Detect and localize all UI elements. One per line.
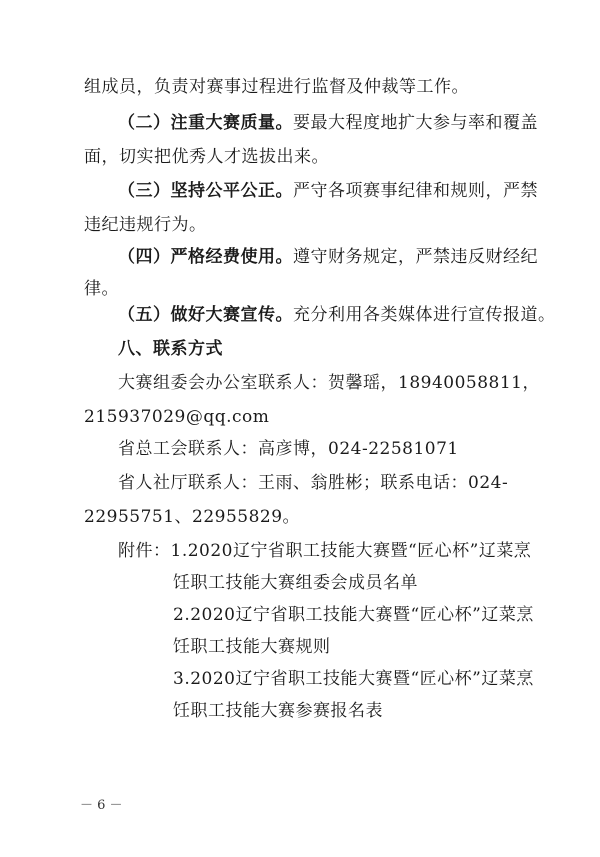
- contact-line: 省人社厅联系人：王雨、翁胜彬；联系电话：024-: [118, 473, 509, 493]
- attachment-item-cont: 饪职工技能大赛规则: [173, 637, 331, 657]
- paragraph-text: 遵守财务规定，严禁违反财经纪: [293, 247, 538, 267]
- contact-line: 22955751、22955829。: [84, 507, 301, 527]
- contact-line: 省总工会联系人：高彦博，024-22581071: [118, 439, 459, 459]
- attachment-item: 附件：1.2020辽宁省职工技能大赛暨“匠心杯”辽菜烹: [118, 541, 532, 561]
- paragraph-heading: （四）严格经费使用。: [118, 247, 293, 267]
- paragraph-text: 要最大程度地扩大参与率和覆盖: [293, 113, 538, 133]
- paragraph-text: 严守各项赛事纪律和规则，严禁: [293, 181, 538, 201]
- paragraph-heading: （五）做好大赛宣传。: [118, 305, 293, 325]
- paragraph-line: 违纪违规行为。: [84, 215, 207, 235]
- contact-email: 215937029@qq.com: [84, 407, 270, 427]
- attachment-item-cont: 饪职工技能大赛参赛报名表: [173, 701, 383, 721]
- attachment-item: 3.2020辽宁省职工技能大赛暨“匠心杯”辽菜烹: [173, 669, 534, 689]
- paragraph-text: 充分利用各类媒体进行宣传报道。: [293, 305, 556, 325]
- attachment-item: 2.2020辽宁省职工技能大赛暨“匠心杯”辽菜烹: [173, 605, 534, 625]
- paragraph-line: 律。: [84, 279, 119, 299]
- paragraph-line: 组成员，负责对赛事过程进行监督及仲裁等工作。: [84, 77, 469, 97]
- paragraph-publicity: [118, 304, 556, 326]
- attachment-item-cont: 饪职工技能大赛组委会成员名单: [173, 573, 418, 593]
- paragraph-line: 面，切实把优秀人才选拔出来。: [84, 147, 329, 167]
- paragraph-heading: （二）注重大赛质量。: [118, 113, 293, 133]
- page-number: － 6 －: [80, 798, 123, 813]
- contact-line: 大赛组委会办公室联系人：贺馨瑶，18940058811，: [118, 373, 540, 393]
- paragraph-funding: [118, 246, 538, 268]
- paragraph-fairness: [118, 180, 538, 202]
- paragraph-heading: （三）坚持公平公正。: [118, 181, 293, 201]
- section-heading: 八、联系方式: [118, 339, 223, 359]
- paragraph-quality: [118, 112, 538, 134]
